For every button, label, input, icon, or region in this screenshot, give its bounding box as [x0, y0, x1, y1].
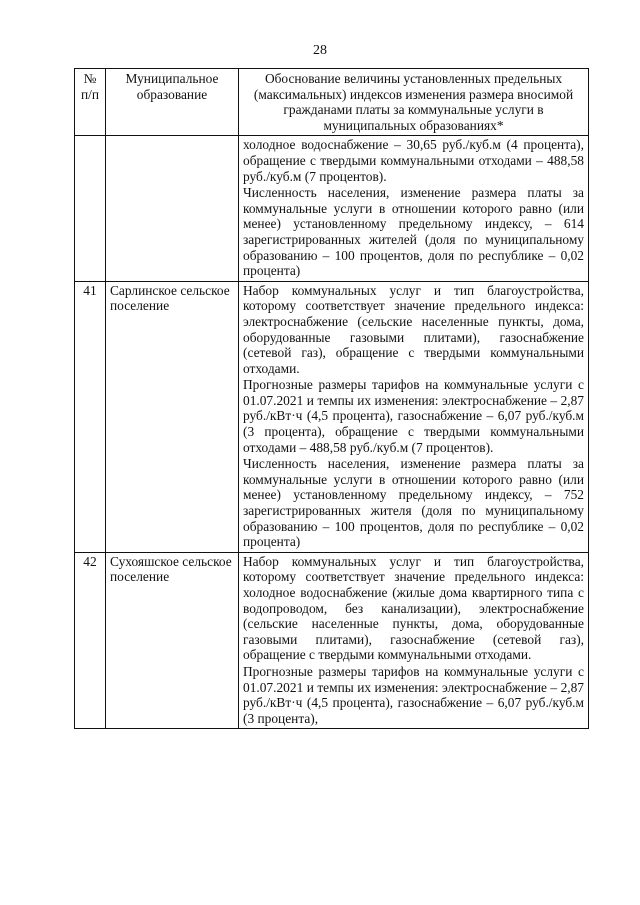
row-municipality: [106, 136, 239, 281]
justification-paragraph: Численность населения, изменение размера платы за коммунальные услуги в отношении которого равно (или менее) установленному предельному индексу, – 614 зарегистрированных жителей (доля по муниципальному образованию – 100 процентов, доля по республике – 0,02 процента): [243, 185, 584, 279]
row-municipality: Сарлинское сельское поселение: [106, 281, 239, 552]
table-header-row: [75, 69, 589, 136]
header-num-line1: №: [83, 71, 97, 86]
row-number: 41: [75, 281, 106, 552]
header-municipality: [106, 69, 239, 136]
justification-paragraph: Численность населения, изменение размера платы за коммунальные услуги в отношении которого равно (или менее) установленному предельному индексу, – 752 зарегистрированных жителя (доля по муниципальному образованию – 100 процентов, доля по республике – 0,02 процента): [243, 456, 584, 550]
page-number: 28: [313, 43, 327, 58]
header-municipality-line2: образование: [136, 86, 208, 102]
row-number: [75, 136, 106, 281]
row-justification: [239, 136, 589, 281]
header-justification: Обоснование величины установленных предельных (максимальных) индексов изменения размера вносимой гражданами платы за коммунальные услуги в муниципальных образованиях*: [239, 69, 589, 136]
justification-paragraph: Прогнозные размеры тарифов на коммунальные услуги с 01.07.2021 и темпы их изменения: электроснабжение – 2,87 руб./кВт·ч (4,5 процента), газоснабжение – 6,07 руб./куб.м (3 процента), обращение с твердыми коммунальными отходами – 488,58 руб./куб.м (7 процентов).: [243, 377, 584, 455]
row-justification: [239, 281, 589, 552]
header-num: [75, 69, 106, 136]
header-municipality-line1: Муниципальное: [125, 71, 219, 86]
row-number: 42: [75, 552, 106, 729]
row-justification: [239, 552, 589, 729]
table-row: [75, 552, 589, 729]
table-row: [75, 136, 589, 281]
row-municipality: Сухояшское сельское поселение: [106, 552, 239, 729]
header-num-line2: п/п: [80, 86, 100, 102]
justification-paragraph: холодное водоснабжение – 30,65 руб./куб.м (4 процента), обращение с твердыми коммунальными отходами – 488,58 руб./куб.м (7 процентов).: [243, 137, 584, 184]
justification-paragraph: Набор коммунальных услуг и тип благоустройства, которому соответствует значение предельного индекса: электроснабжение (сельские населенные пункты, дома, оборудованные газовыми плитами), газоснабжение (сетевой газ), обращение с твердыми коммунальными отходами.: [243, 282, 584, 376]
justification-paragraph: Прогнозные размеры тарифов на коммунальные услуги с 01.07.2021 и темпы их изменения: электроснабжение – 2,87 руб./кВт·ч (4,5 процента), газоснабжение – 6,07 руб./куб.м (3 процента),: [243, 663, 584, 726]
table-row: [75, 281, 589, 552]
justification-paragraph: Набор коммунальных услуг и тип благоустройства, которому соответствует значение предельного индекса: холодное водоснабжение (жилые дома квартирного типа с водопроводом, без канализации), электроснабжение (сельские населенные пункты, дома, оборудованные газовыми плитами), газоснабжение (сетевой газ), обращение с твердыми коммунальными отходами.: [243, 553, 584, 663]
tariff-index-table: [74, 68, 589, 729]
